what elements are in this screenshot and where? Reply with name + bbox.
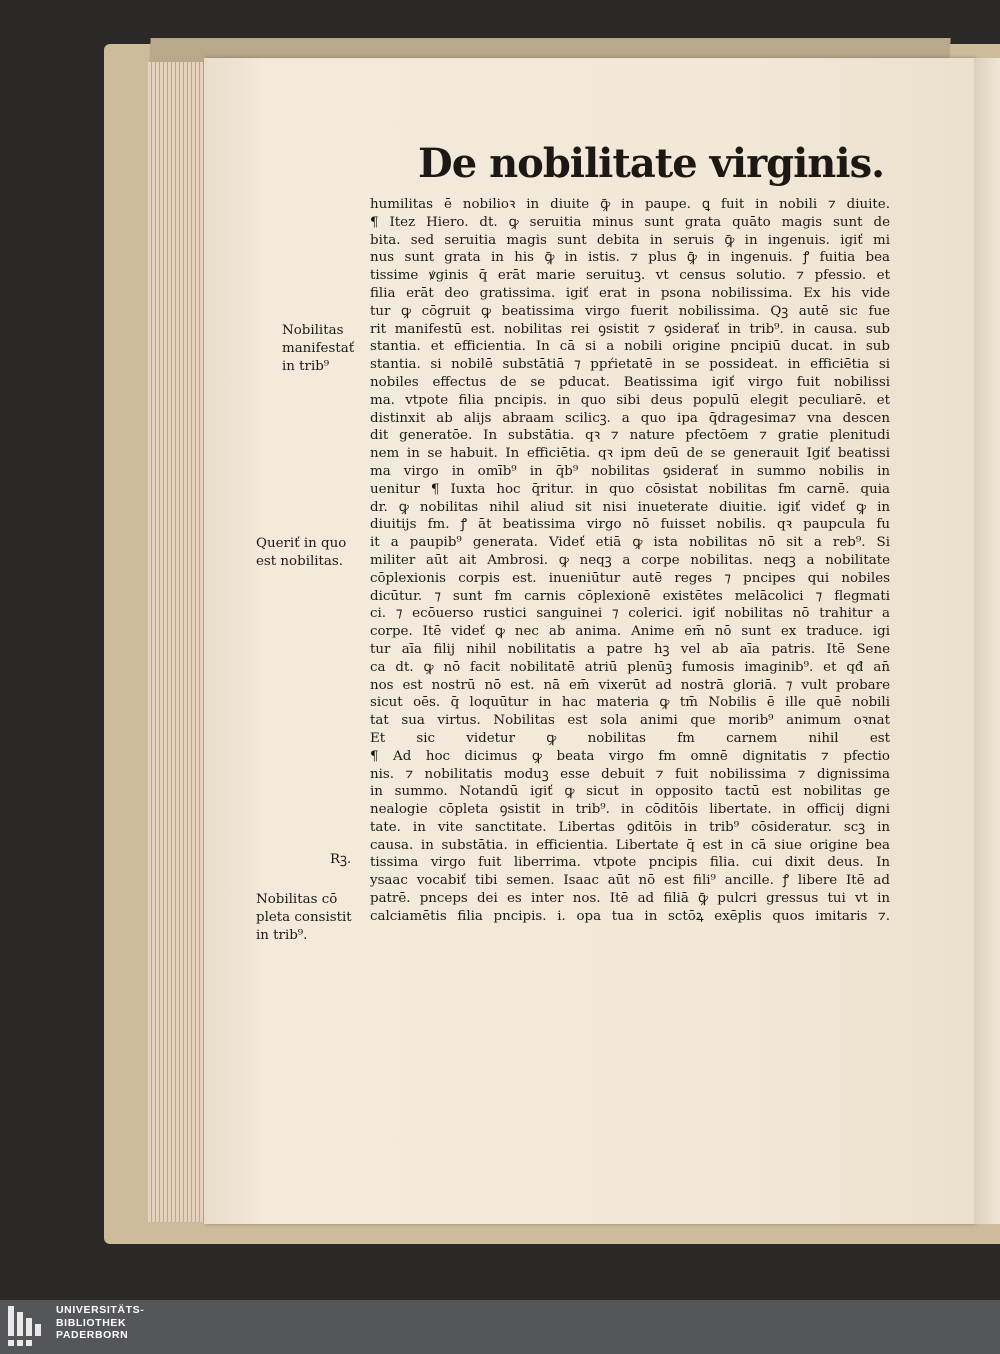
margin-note-queritur: [256, 535, 346, 571]
text-line: ci. ⁊ ecōuerso rustici sanguinei ⁊ colerici. igiť nobilitas nō trahitur a: [370, 606, 890, 622]
margin-note-line: Nobilitas cō: [256, 892, 338, 907]
margin-note-line: est nobilitas.: [256, 553, 344, 569]
margin-note-responsio: [330, 851, 351, 869]
library-logo-icon: [8, 1306, 48, 1348]
text-line: nis. ⁊ nobilitatis moduꝫ esse debuit ⁊ fuit nobilissima ⁊ dignissima: [370, 766, 890, 782]
library-name-line: BIBLIOTHEK: [56, 1316, 127, 1329]
text-line: bita. sed seruitia magis sunt debita in seruis ꝙ̄ in ingenuis. igiť mi: [370, 232, 890, 248]
text-line: stantia. si nobilē substātiā ⁊ ppŕietatē in se possideat. in efficiētia si: [370, 357, 890, 373]
margin-note-line: pleta consistit: [256, 909, 352, 925]
margin-note-line: manifestať: [282, 340, 355, 356]
text-line: diuitijs fm. ꝭ āt beatissima virgo nō fuisset nobilis. qꝛ paupcula fu: [370, 517, 890, 533]
text-line: sicut oēs. q̄ loquūtur in hac materia ꝙ tm̄ Nobilis ē ille quē nobili: [370, 695, 890, 711]
page-title: De nobilitate virginis.: [418, 140, 885, 187]
text-line: ca dt. ꝙ nō facit nobilitatē atriū plenūꝫ fumosis imaginib⁹. et qđ an̄: [370, 659, 890, 675]
margin-note-nobilitas-completa: [256, 891, 352, 944]
library-footer-bar: [0, 1300, 1000, 1354]
text-line: tate. in vite sanctitate. Libertas ꝯditōis in trib⁹ cōsideratur. scꝫ in: [370, 819, 890, 835]
text-line: tissima virgo fuit liberrima. vtpote pncipis filia. cui dixit deus. In: [370, 855, 890, 871]
text-line: nem in se habuit. In efficiētia. qꝛ ipm deū de se generauit Igiť beatissi: [370, 446, 890, 462]
text-line: causa. in substātia. in efficientia. Libertate q̄ est in cā siue origine bea: [370, 837, 890, 853]
margin-note-line: Rꝫ.: [330, 852, 352, 867]
text-line: humilitas ē nobilioꝛ in diuite ꝙ̄ in paupe. ꝗ fuit in nobili ⁊ diuite.: [370, 197, 890, 212]
text-line: dr. ꝙ nobilitas nihil aliud sit nisi inueterate diuitie. igiť videť ꝙ in: [370, 499, 890, 515]
facing-page-edge: [974, 58, 1000, 1224]
text-line: patrē. pnceps dei es inter nos. Itē ad filiā ꝙ̄ pulcri gressus tui vt in: [370, 891, 890, 907]
text-line: uenitur ¶ Iuxta hoc q̄ritur. in quo cōsistat nobilitas fm carnē. quia: [370, 481, 890, 497]
text-line: tur aīa filij nihil nobilitatis a patre hꝫ vel ab aīa patris. Itē Sene: [370, 641, 890, 657]
text-line: nus sunt grata in his ꝙ̄ in istis. ⁊ plus ꝙ̄ in ingenuis. ꝭ fuitia bea: [370, 250, 890, 266]
text-line: nealogie cōpleta ꝯsistit in trib⁹. in cōditōis libertate. in officij digni: [370, 802, 890, 818]
margin-note-line: Queriť in quo: [256, 536, 347, 551]
text-line: cōplexionis corpis est. inueniūtur autē reges ⁊ pncipes qui nobiles: [370, 570, 890, 586]
text-line: tur ꝙ cōgruit ꝙ beatissima virgo fuerit nobilissima. Qꝫ autē sic fue: [370, 303, 890, 319]
library-name-line: UNIVERSITÄTS-: [56, 1304, 145, 1316]
library-name-line: PADERBORN: [56, 1329, 129, 1341]
text-line: dicūtur. ⁊ sunt fm carnis cōplexionē existētes melācolici ⁊ flegmati: [370, 588, 890, 604]
margin-note-line: in trib⁹.: [256, 927, 308, 943]
text-line: nobiles effectus de se pducat. Beatissima igiť virgo fuit nobilissi: [370, 374, 890, 390]
library-name: [56, 1304, 144, 1342]
text-line: it a paupib⁹ generata. Videť etiā ꝙ ista nobilitas nō sit a reb⁹. Si: [370, 535, 890, 551]
text-line: ¶ Ad hoc dicimus ꝙ beata virgo fm omnē dignitatis ⁊ pfectio: [370, 748, 890, 764]
text-line: Et sic videtur ꝙ nobilitas fm carnem nihil est: [370, 730, 890, 746]
text-line: dit generatōe. In substātia. qꝛ ⁊ nature pfectōem ⁊ gratie plenitudi: [370, 428, 890, 444]
page-edges: [148, 62, 208, 1222]
text-line: corpe. Itē videť ꝙ nec ab anima. Anime em̄ nō sunt ex traduce. igi: [370, 624, 890, 640]
text-line: ¶ Itez Hiero. dt. ꝙ seruitia minus sunt grata quāto magis sunt de: [370, 214, 890, 230]
text-line: stantia. et efficientia. In cā si a nobili origine pncipiū ducat. in sub: [370, 339, 890, 355]
text-line: ysaac vocabiť tibi semen. Isaac aūt nō est fili⁹ ancille. ꝭ libere Itē ad: [370, 873, 890, 889]
text-line: ma. vtpote filia pncipis. in quo sibi deus populū elegit peculiarē. et: [370, 392, 890, 408]
text-line: tat sua virtus. Nobilitas est sola animi que morib⁹ animum oꝛnat: [370, 713, 890, 729]
margin-note-nobilitas-manifestatur: [282, 322, 354, 375]
margin-note-line: in trib⁹: [282, 358, 330, 374]
text-line: militer aūt ait Ambrosi. ꝙ neqꝫ a corpe nobilitas. neqꝫ a nobilitate: [370, 552, 890, 568]
text-line: calciamētis filia pncipis. i. opa tua in sctōꝝ exēplis quos imitaris ⁊.: [370, 908, 890, 924]
margin-note-line: Nobilitas: [282, 323, 344, 338]
text-line: nos est nostrū nō est. nā em̄ vixerūt ad nostrā gloriā. ⁊ vult probare: [370, 677, 890, 693]
text-line: filia erāt deo gratissima. igiť erat in psona nobilissima. Ex his vide: [370, 285, 890, 301]
text-line: rit manifestū est. nobilitas rei ꝯsistit ⁊ ꝯsiderať in trib⁹. in causa. sub: [370, 321, 890, 337]
body-text: [370, 196, 890, 926]
text-line: ma virgo in omīb⁹ in q̄b⁹ nobilitas ꝯsiderať in summo nobilis in: [370, 463, 890, 479]
text-line: distinxit ab alijs abraam scilicꝫ. a quo ipa q̄dragesima⁊ vna descen: [370, 410, 890, 426]
text-line: in summo. Notandū igiť ꝙ sicut in opposito tactū est nobilitas ge: [370, 784, 890, 800]
text-line: tissime ꝟginis q̄ erāt marie seruituꝫ. vt census solutio. ⁊ pfessio. et: [370, 268, 890, 284]
